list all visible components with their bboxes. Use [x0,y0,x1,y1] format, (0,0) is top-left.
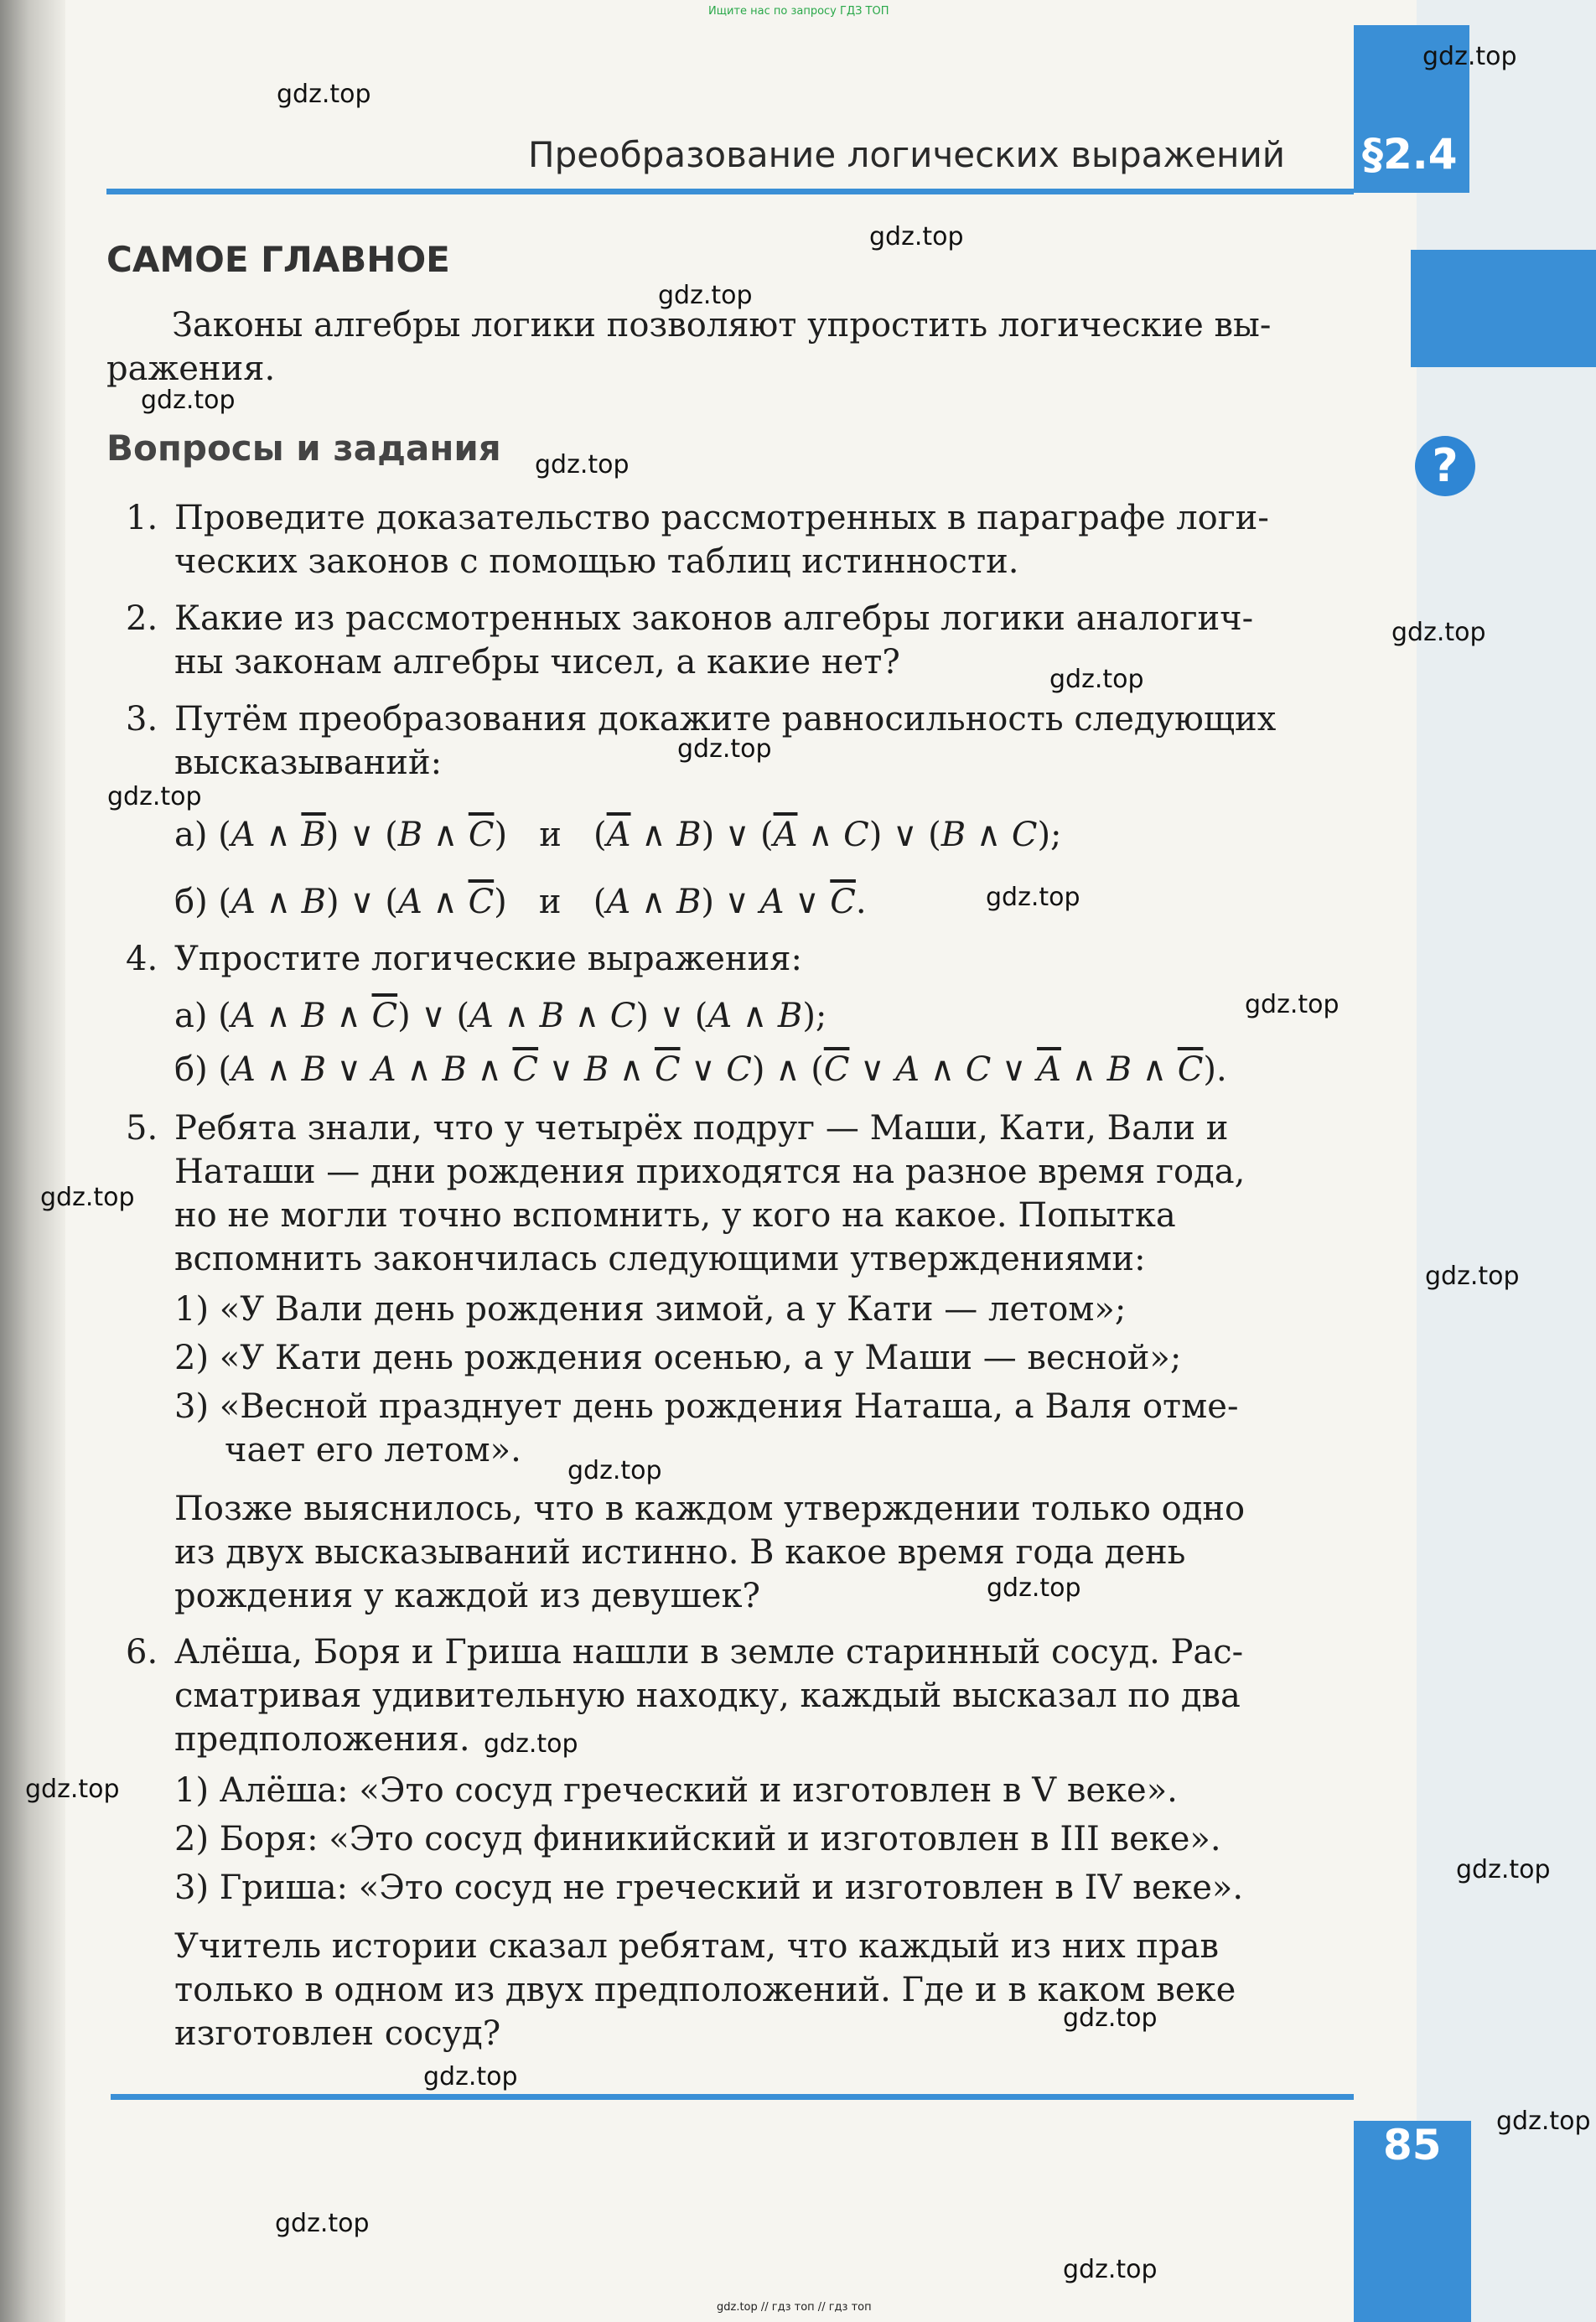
question-text: Упростите логические выражения: [174,940,802,978]
question-text: Позже выяснилось, что в каждом утверждении только одно [174,1490,1246,1528]
question-text: вспомнить закончилась следующими утверждениями: [174,1240,1146,1278]
watermark: gdz.top [1049,665,1144,694]
watermark: gdz.top [1422,42,1517,71]
top-note: Ищите нас по запросу ГДЗ ТОП [708,5,889,18]
watermark: gdz.top [1245,990,1340,1019]
question-number: 4. [126,940,158,978]
watermark: gdz.top [677,734,772,764]
watermark: gdz.top [1496,2107,1591,2136]
item-label: б) [174,1050,208,1089]
section-number: §2.4 [1362,130,1458,179]
formula-3b: б) (A ∧ B) ∨ (A ∧ $\overline{C}$) и (A ∧ B) ∨ A ∨ $\overline{C}$. [174,883,867,921]
margin-tab [1411,250,1596,367]
question-number: 3. [126,700,158,739]
watermark: gdz.top [107,782,202,811]
watermark: gdz.top [1063,2255,1158,2284]
question-text: только в одном из двух предположений. Где и в каком веке [174,1971,1236,2009]
question-text: ческих законов с помощью таблиц истинности. [174,542,1019,581]
question-text: Наташи — дни рождения приходятся на разное время года, [174,1153,1246,1191]
question-text: предположения. [174,1720,470,1759]
conjunction-word: и [538,883,562,921]
question-text: Учитель истории сказал ребятам, что каждый из них прав [174,1927,1220,1966]
question-text: ны законам алгебры чисел, а какие нет? [174,643,900,682]
conjunction-word: и [539,816,562,854]
question-text: Какие из рассмотренных законов алгебры логики аналогич- [174,599,1254,638]
page-title: Преобразование логических выражений [528,134,1286,175]
statement: 3) Гриша: «Это сосуд не греческий и изготовлен в IV веке». [174,1868,1244,1907]
summary-heading: САМОЕ ГЛАВНОЕ [106,239,450,280]
book-spine-shadow [0,0,65,2322]
question-number: 5. [126,1109,158,1148]
watermark: gdz.top [141,386,236,415]
watermark: gdz.top [658,281,753,310]
watermark: gdz.top [986,883,1080,912]
item-label: а) [174,816,208,854]
statement: 1) «У Вали день рождения зимой, а у Кати — летом»; [174,1290,1127,1329]
watermark: gdz.top [40,1183,135,1212]
formula-4b: б) (A ∧ B ∨ A ∧ B ∧ $\overline{C}$ ∨ B ∧ $\overline{C}$ ∨ C) ∧ ($\overline{C}$ ∨ A ∧ C ∨ $\overline{A}$ ∧ B ∧ $\overline{C}$). [174,1050,1227,1089]
footer-rule [111,2094,1354,2100]
item-label: а) [174,997,208,1035]
page-number: 85 [1383,2121,1442,2169]
question-text: из двух высказываний истинно. В какое время года день [174,1533,1186,1572]
watermark: gdz.top [277,80,371,109]
question-text: изготовлен сосуд? [174,2014,501,2053]
question-number: 1. [126,499,158,537]
watermark: gdz.top [1391,618,1486,647]
formula-3a: а) (A ∧ $\overline{B}$) ∨ (B ∧ $\overline{C}$) и ($\overline{A}$ ∧ B) ∨ ($\overline{A}$ ∧ C) ∨ (B ∧ C); [174,816,1062,854]
header-rule [106,189,1354,194]
watermark: gdz.top [423,2062,518,2091]
watermark: gdz.top [987,1573,1081,1603]
question-text: сматривая удивительную находку, каждый высказал по два [174,1677,1241,1715]
question-icon: ? [1415,436,1475,496]
statement: 2) Боря: «Это сосуд финикийский и изготовлен в III веке». [174,1820,1221,1858]
watermark: gdz.top [1063,2003,1158,2033]
questions-heading: Вопросы и задания [106,428,501,469]
watermark: gdz.top [567,1456,662,1485]
question-text: Путём преобразования докажите равносильность следующих [174,700,1277,739]
bottom-note: gdz.top // гдз топ // гдз топ [717,2301,872,2314]
question-text: Алёша, Боря и Гриша нашли в земле старинный сосуд. Рас- [174,1633,1244,1672]
question-number: 6. [126,1633,158,1672]
watermark: gdz.top [1425,1262,1520,1291]
statement: 3) «Весной празднует день рождения Наташа, а Валя отме- [174,1387,1239,1426]
summary-line: Законы алгебры логики позволяют упростить логические вы- [172,306,1272,345]
question-text: Проведите доказательство рассмотренных в параграфе логи- [174,499,1269,537]
question-number: 2. [126,599,158,638]
question-text: высказываний: [174,744,443,782]
summary-line: ражения. [106,350,276,388]
watermark: gdz.top [535,450,630,479]
question-text: но не могли точно вспомнить, у кого на какое. Попытка [174,1196,1176,1235]
statement: чает его летом». [225,1431,521,1469]
question-text: Ребята знали, что у четырёх подруг — Маши, Кати, Вали и [174,1109,1229,1148]
watermark: gdz.top [1456,1855,1551,1884]
watermark: gdz.top [869,222,964,251]
watermark: gdz.top [484,1729,578,1759]
watermark: gdz.top [25,1775,120,1804]
statement: 2) «У Кати день рождения осенью, а у Маши — весной»; [174,1339,1182,1377]
item-label: б) [174,883,208,921]
question-text: рождения у каждой из девушек? [174,1577,760,1615]
formula-4a: а) (A ∧ B ∧ $\overline{C}$) ∨ (A ∧ B ∧ C) ∨ (A ∧ B); [174,997,827,1035]
statement: 1) Алёша: «Это сосуд греческий и изготовлен в V веке». [174,1771,1178,1810]
watermark: gdz.top [275,2209,370,2238]
